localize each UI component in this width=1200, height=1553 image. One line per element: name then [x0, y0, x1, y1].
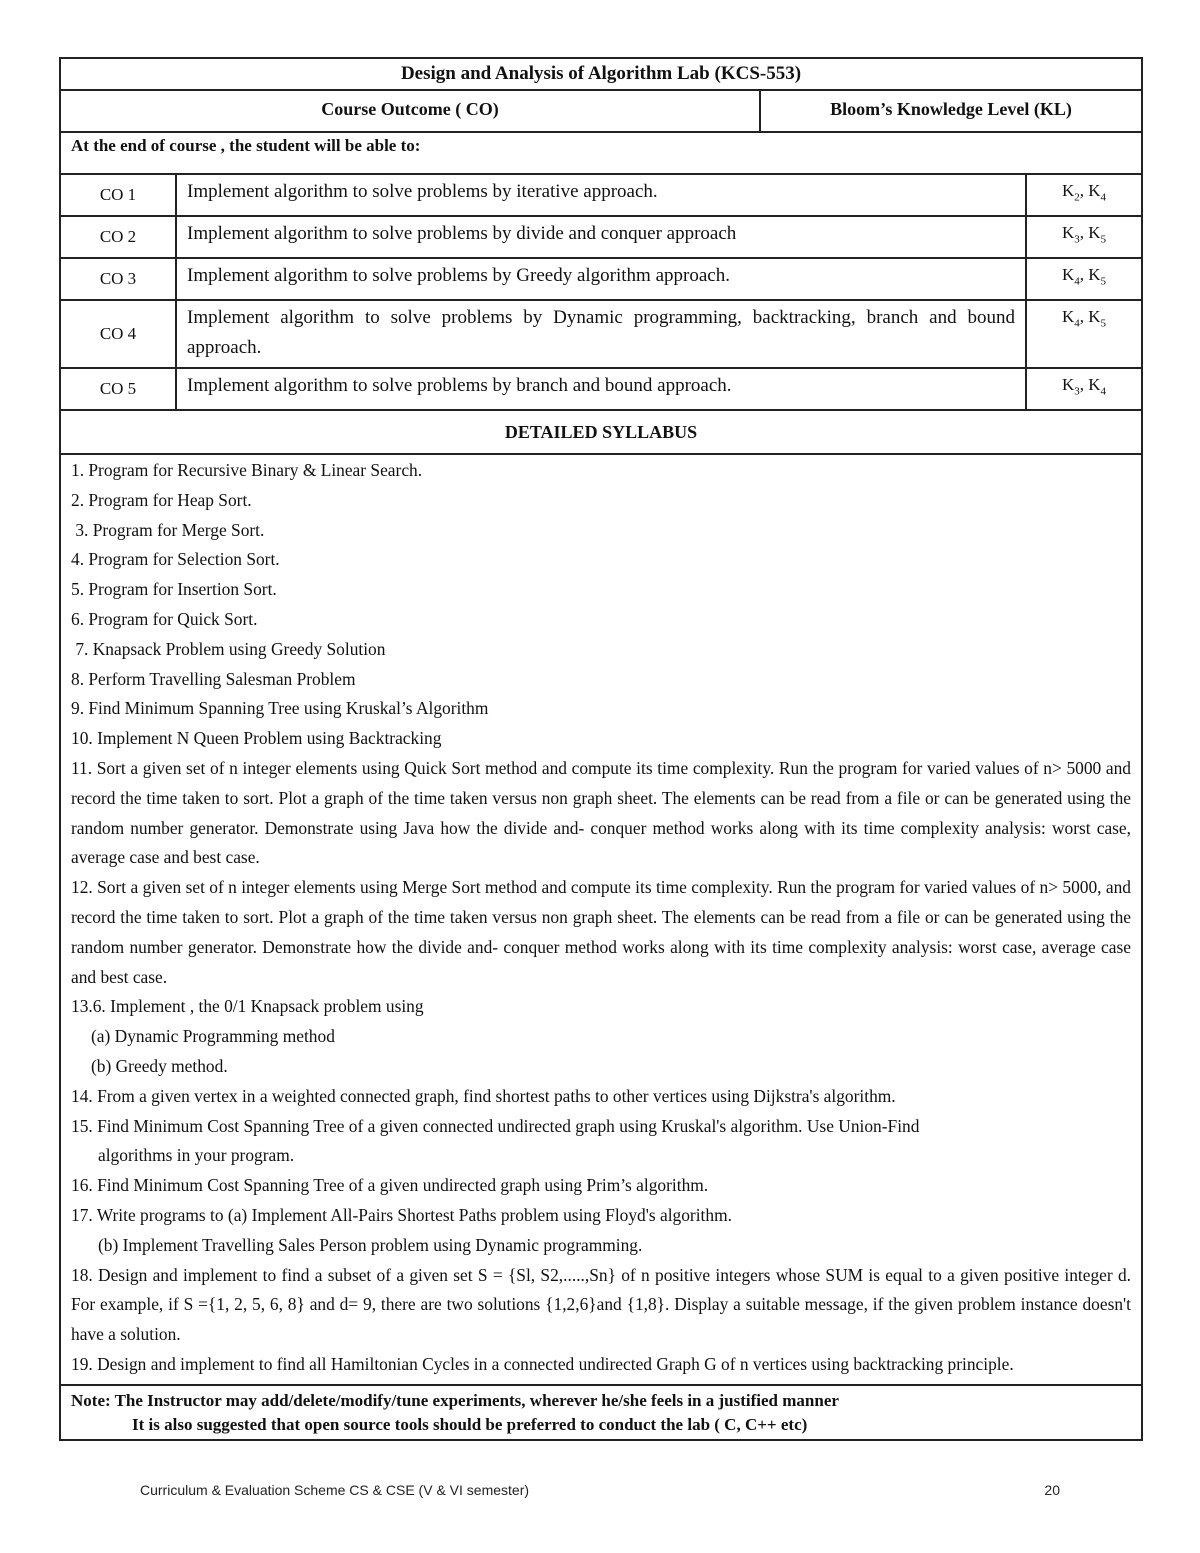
co-row [60, 216, 1142, 258]
syllabus-item: 5. Program for Insertion Sort. [71, 579, 277, 600]
co-row [60, 258, 1142, 300]
instructor-note [60, 1385, 1142, 1440]
co-row [60, 368, 1142, 410]
syllabus-item: 13.6. Implement , the 0/1 Knapsack problem using [71, 996, 424, 1017]
syllabus-item: 7. Knapsack Problem using Greedy Solution [71, 638, 386, 659]
syllabus-item: 3. Program for Merge Sort. [71, 519, 265, 540]
syllabus-item: 15. Find Minimum Cost Spanning Tree of a given connected undirected graph using Kruskal's algorithm. Use Union-Find [71, 1115, 920, 1136]
syllabus-item: 18. Design and implement to find a subset of a given set S = {Sl, S2,.....,Sn} of n positive integers whose SUM is equal to a given positive integer d. For example, if S ={1, 2, 5, 6, 8} and d= 9, there are two solutions {1,2,6}and {1,8}. Display a suitable message, if the given problem instance doesn't have a solution. [71, 1264, 1131, 1345]
co-description: Implement algorithm to solve problems by divide and conquer approach [176, 216, 1026, 258]
syllabus-subitem: (b) Greedy method. [91, 1055, 228, 1076]
syllabus-item: 16. Find Minimum Cost Spanning Tree of a given undirected graph using Prim’s algorithm. [71, 1175, 709, 1196]
syllabus-item: 19. Design and implement to find all Hamiltonian Cycles in a connected undirected Graph G of n vertices using backtracking principle. [71, 1353, 1014, 1374]
syllabus-item: 9. Find Minimum Spanning Tree using Kruskal’s Algorithm [71, 698, 489, 719]
footer-text: Curriculum & Evaluation Scheme CS & CSE (V & VI semester) [140, 1482, 530, 1498]
syllabus-document [59, 57, 1141, 1441]
note-line-2: It is also suggested that open source tools should be preferred to conduct the lab ( C, C++ etc) [132, 1414, 808, 1434]
co-knowledge-level: $K_4$, $K_5$ [1026, 300, 1142, 368]
syllabus-item: 6. Program for Quick Sort. [71, 608, 258, 629]
co-description: Implement algorithm to solve problems by iterative approach. [176, 174, 1026, 216]
co-id: CO 3 [60, 258, 176, 300]
co-id: CO 1 [60, 174, 176, 216]
page-number: 20 [1044, 1482, 1060, 1498]
syllabus-list [60, 454, 1142, 1385]
co-knowledge-level: $K_4$, $K_5$ [1026, 258, 1142, 300]
co-description: Implement algorithm to solve problems by Greedy algorithm approach. [176, 258, 1026, 300]
course-outcome-header: Course Outcome ( CO) [60, 90, 760, 132]
co-row [60, 300, 1142, 368]
co-row [60, 174, 1142, 216]
co-id: CO 5 [60, 368, 176, 410]
syllabus-item: 12. Sort a given set of n integer elements using Merge Sort method and compute its time complexity. Run the program for varied values of n> 5000, and record the time taken to sort. Plot a graph of the time taken versus non graph sheet. The elements can be read from a file or can be generated using the random number generator. Demonstrate how the divide and- conquer method works along with its time complexity analysis: worst case, average case and best case. [71, 877, 1131, 987]
co-knowledge-level: $K_2$, $K_4$ [1026, 174, 1142, 216]
syllabus-item: 8. Perform Travelling Salesman Problem [71, 668, 356, 689]
syllabus-item: 11. Sort a given set of n integer elements using Quick Sort method and compute its time complexity. Run the program for varied values of n> 5000 and record the time taken to sort. Plot a graph of the time taken versus non graph sheet. The elements can be read from a file or can be generated using the random number generator. Demonstrate using Java how the divide and- conquer method works along with its time complexity analysis: worst case, average case and best case. [71, 757, 1131, 868]
co-knowledge-level: $K_3$, $K_4$ [1026, 368, 1142, 410]
blooms-level-header: Bloom’s Knowledge Level (KL) [760, 90, 1142, 132]
syllabus-item: 1. Program for Recursive Binary & Linear Search. [71, 460, 423, 480]
co-description: Implement algorithm to solve problems by branch and bound approach. [176, 368, 1026, 410]
syllabus-item: 17. Write programs to (a) Implement All-Pairs Shortest Paths problem using Floyd's algorithm. [71, 1204, 732, 1225]
syllabus-subitem: (b) Implement Travelling Sales Person problem using Dynamic programming. [98, 1234, 643, 1255]
syllabus-item: 2. Program for Heap Sort. [71, 489, 252, 510]
course-table [59, 57, 1143, 1441]
syllabus-subitem: (a) Dynamic Programming method [91, 1026, 335, 1047]
co-description: Implement algorithm to solve problems by Dynamic programming, backtracking, branch and bound approach. [176, 300, 1026, 368]
syllabus-heading: DETAILED SYLLABUS [60, 410, 1142, 454]
note-line-1: Note: The Instructor may add/delete/modify/tune experiments, wherever he/she feels in a justified manner [71, 1390, 839, 1410]
outcome-intro: At the end of course , the student will be able to: [60, 132, 1142, 174]
syllabus-item: 4. Program for Selection Sort. [71, 549, 280, 570]
co-knowledge-level: $K_3$, $K_5$ [1026, 216, 1142, 258]
syllabus-item: 10. Implement N Queen Problem using Backtracking [71, 728, 442, 749]
co-id: CO 2 [60, 216, 176, 258]
co-id: CO 4 [60, 300, 176, 368]
syllabus-item: 14. From a given vertex in a weighted connected graph, find shortest paths to other vertices using Dijkstra's algorithm. [71, 1085, 896, 1106]
course-title: Design and Analysis of Algorithm Lab (KCS-553) [60, 58, 1142, 90]
syllabus-subitem: algorithms in your program. [98, 1145, 295, 1166]
